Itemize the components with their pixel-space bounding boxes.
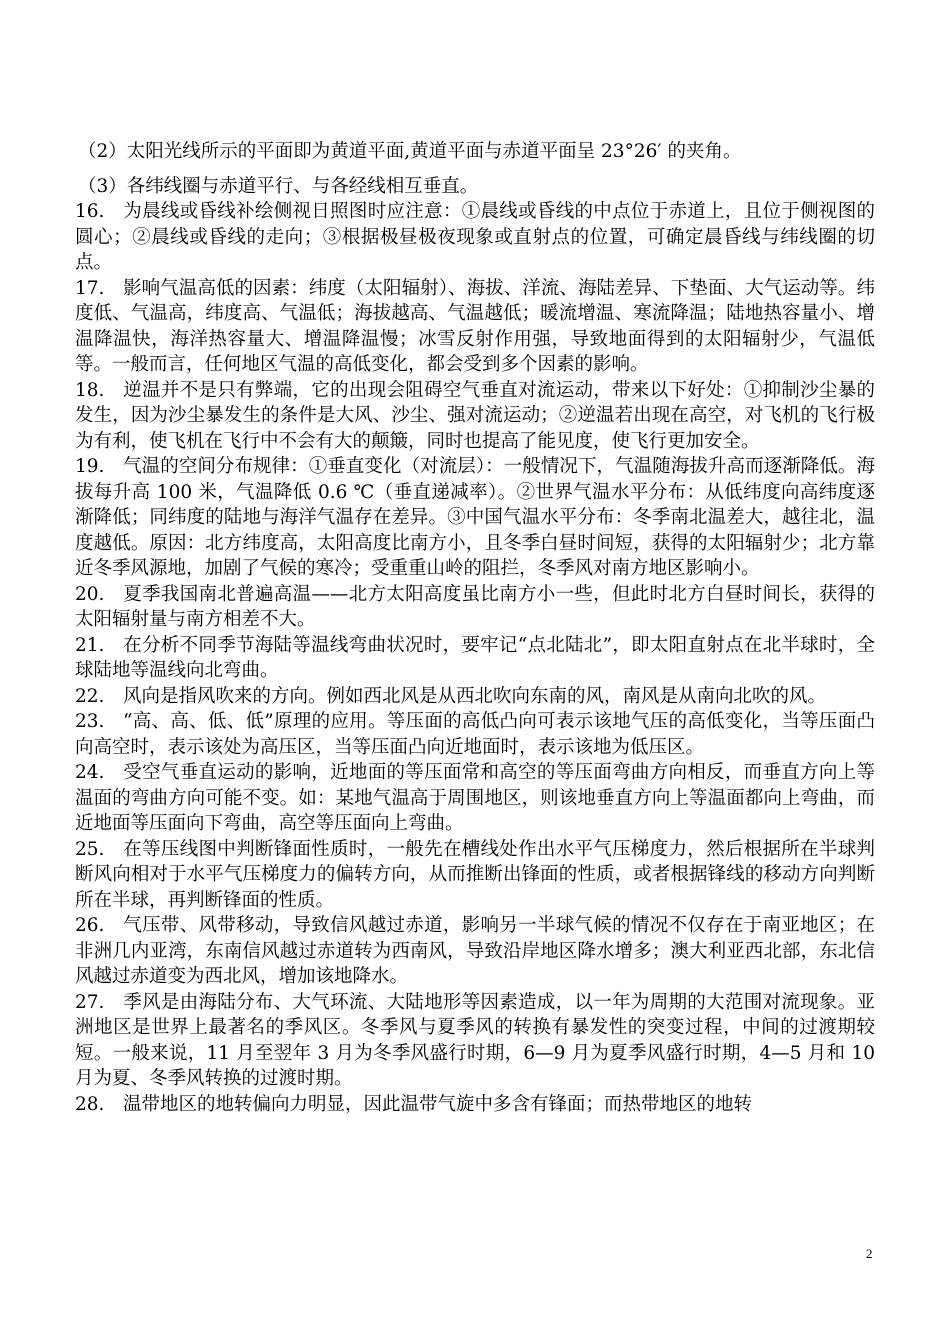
paragraph-24 — [75, 760, 875, 837]
paragraph-18 — [75, 378, 875, 455]
paragraph-number: 18. — [75, 379, 105, 401]
paragraph-text: “高、高、低、低”原理的应用。等压面的高低凸向可表示该地气压的高低变化，当等压面凸向高空时，表示该处为高压区，当等压面凸向近地面时，表示该地为低压区。 — [75, 711, 875, 758]
paragraph-22 — [75, 684, 875, 710]
paragraph-text: 在分析不同季节海陆等温线弯曲状况时，要牢记“点北陆北”，即太阳直射点在北半球时，全球陆地等温线向北弯曲。 — [75, 634, 875, 681]
paragraph-text: 影响气温高低的因素：纬度（太阳辐射）、海拔、洋流、海陆差异、下垫面、大气运动等。纬度低、气温高，纬度高、气温低；海拔越高、气温越低；暖流增温、寒流降温；陆地热容量小、增温降温快，海洋热容量大、增温降温慢；冰雪反射作用强，导致地面得到的太阳辐射少，气温低等。一般而言，任何地区气温的高低变化，都会受到多个因素的影响。 — [75, 277, 875, 375]
paragraph-21 — [75, 633, 875, 684]
paragraph-19 — [75, 454, 875, 582]
paragraph-text: 温带地区的地转偏向力明显，因此温带气旋中多含有锋面；而热带地区的地转 — [123, 1093, 753, 1115]
paragraph-number: 25. — [75, 838, 105, 860]
paragraph-16 — [75, 199, 875, 276]
paragraph-number: 17. — [75, 277, 105, 299]
paragraph-20 — [75, 582, 875, 633]
paragraph-number: 27. — [75, 991, 105, 1013]
paragraph-number: 19. — [75, 456, 105, 477]
paragraph-number: 23. — [75, 711, 105, 732]
paragraph-number: 26. — [75, 915, 105, 936]
paragraph-number: 20. — [75, 583, 105, 605]
paragraph-23 — [75, 709, 875, 760]
paragraph-number: 28. — [75, 1093, 105, 1115]
paragraph-text: 夏季我国南北普遍高温——北方太阳高度虽比南方小一些，但此时北方白昼时间长，获得的太阳辐射量与南方相差不大。 — [75, 583, 875, 630]
paragraph-number: 16. — [75, 201, 105, 222]
paragraph-text: 季风是由海陆分布、大气环流、大陆地形等因素造成，以一年为周期的大范围对流现象。亚洲地区是世界上最著名的季风区。冬季风与夏季风的转换有暴发性的突变过程，中间的过渡期较短。一般来说，11 月至翌年 3 月为冬季风盛行时期，6—9 月为夏季风盛行时期，4—5 月和 10 月为夏、冬季风转换的过渡时期。 — [75, 991, 875, 1089]
paragraph-text: 气温的空间分布规律：①垂直变化（对流层）：一般情况下，气温随海拔升高而逐渐降低。海拔每升高 100 米，气温降低 0.6 ℃（垂直递减率）。②世界气温水平分布：从低纬度向高纬度逐渐降低；同纬度的陆地与海洋气温存在差异。③中国气温水平分布：冬季南北温差大，越往北，温度越低。原因：北方纬度高，太阳高度比南方小，且冬季白昼时间短，获得的太阳辐射少；北方靠近冬季风源地，加剧了气候的寒冷；受重重山岭的阻拦，冬季风对南方地区影响小。 — [75, 456, 875, 579]
paragraph-text: 在等压线图中判断锋面性质时，一般先在槽线处作出水平气压梯度力，然后根据所在半球判断风向相对于水平气压梯度力的偏转方向，从而推断出锋面的性质，或者根据锋线的移动方向判断所在半球，再判断锋面的性质。 — [75, 838, 875, 911]
paragraph-text: 为晨线或昏线补绘侧视日照图时应注意：①晨线或昏线的中点位于赤道上，且位于侧视图的圆心；②晨线或昏线的走向；③根据极昼极夜现象或直射点的位置，可确定晨昏线与纬线圈的切点。 — [75, 201, 875, 273]
paragraph-text: 气压带、风带移动，导致信风越过赤道，影响另一半球气候的情况不仅存在于南亚地区；在非洲几内亚湾，东南信风越过赤道转为西南风，导致沿岸地区降水增多；澳大利亚西北部，东北信风越过赤道变为西北风，增加该地降水。 — [75, 915, 875, 987]
page-number: 2 — [866, 1246, 873, 1261]
page-content — [75, 139, 875, 1117]
intro-line-2: （2）太阳光线所示的平面即为黄道平面,黄道平面与赤道平面呈 23°26′ 的夹角。 — [78, 141, 742, 162]
paragraph-text: 风向是指风吹来的方向。例如西北风是从西北吹向东南的风，南风是从南向北吹的风。 — [123, 685, 827, 707]
paragraph-28 — [75, 1092, 875, 1118]
paragraph-25 — [75, 837, 875, 914]
paragraph-text: 受空气垂直运动的影响，近地面的等压面常和高空的等压面弯曲方向相反，而垂直方向上等温面的弯曲方向可能不变。如：某地气温高于周围地区，则该地垂直方向上等温面都向上弯曲，而近地面等压面向下弯曲，高空等压面向上弯曲。 — [75, 762, 875, 834]
paragraph-text: 逆温并不是只有弊端，它的出现会阻碍空气垂直对流运动，带来以下好处：①抑制沙尘暴的发生，因为沙尘暴发生的条件是大风、沙尘、强对流运动；②逆温若出现在高空，对飞机的飞行极为有利，使飞机在飞行中不会有大的颠簸，同时也提高了能见度，使飞行更加安全。 — [75, 379, 875, 452]
paragraph-number: 24. — [75, 762, 105, 783]
paragraph-26 — [75, 913, 875, 990]
paragraph-number: 21. — [75, 634, 105, 656]
paragraph-27 — [75, 990, 875, 1092]
intro-line-3: （3）各纬线圈与赤道平行、与各经线相互垂直。 — [78, 175, 479, 197]
paragraph-17 — [75, 276, 875, 378]
paragraph-number: 22. — [75, 685, 105, 707]
